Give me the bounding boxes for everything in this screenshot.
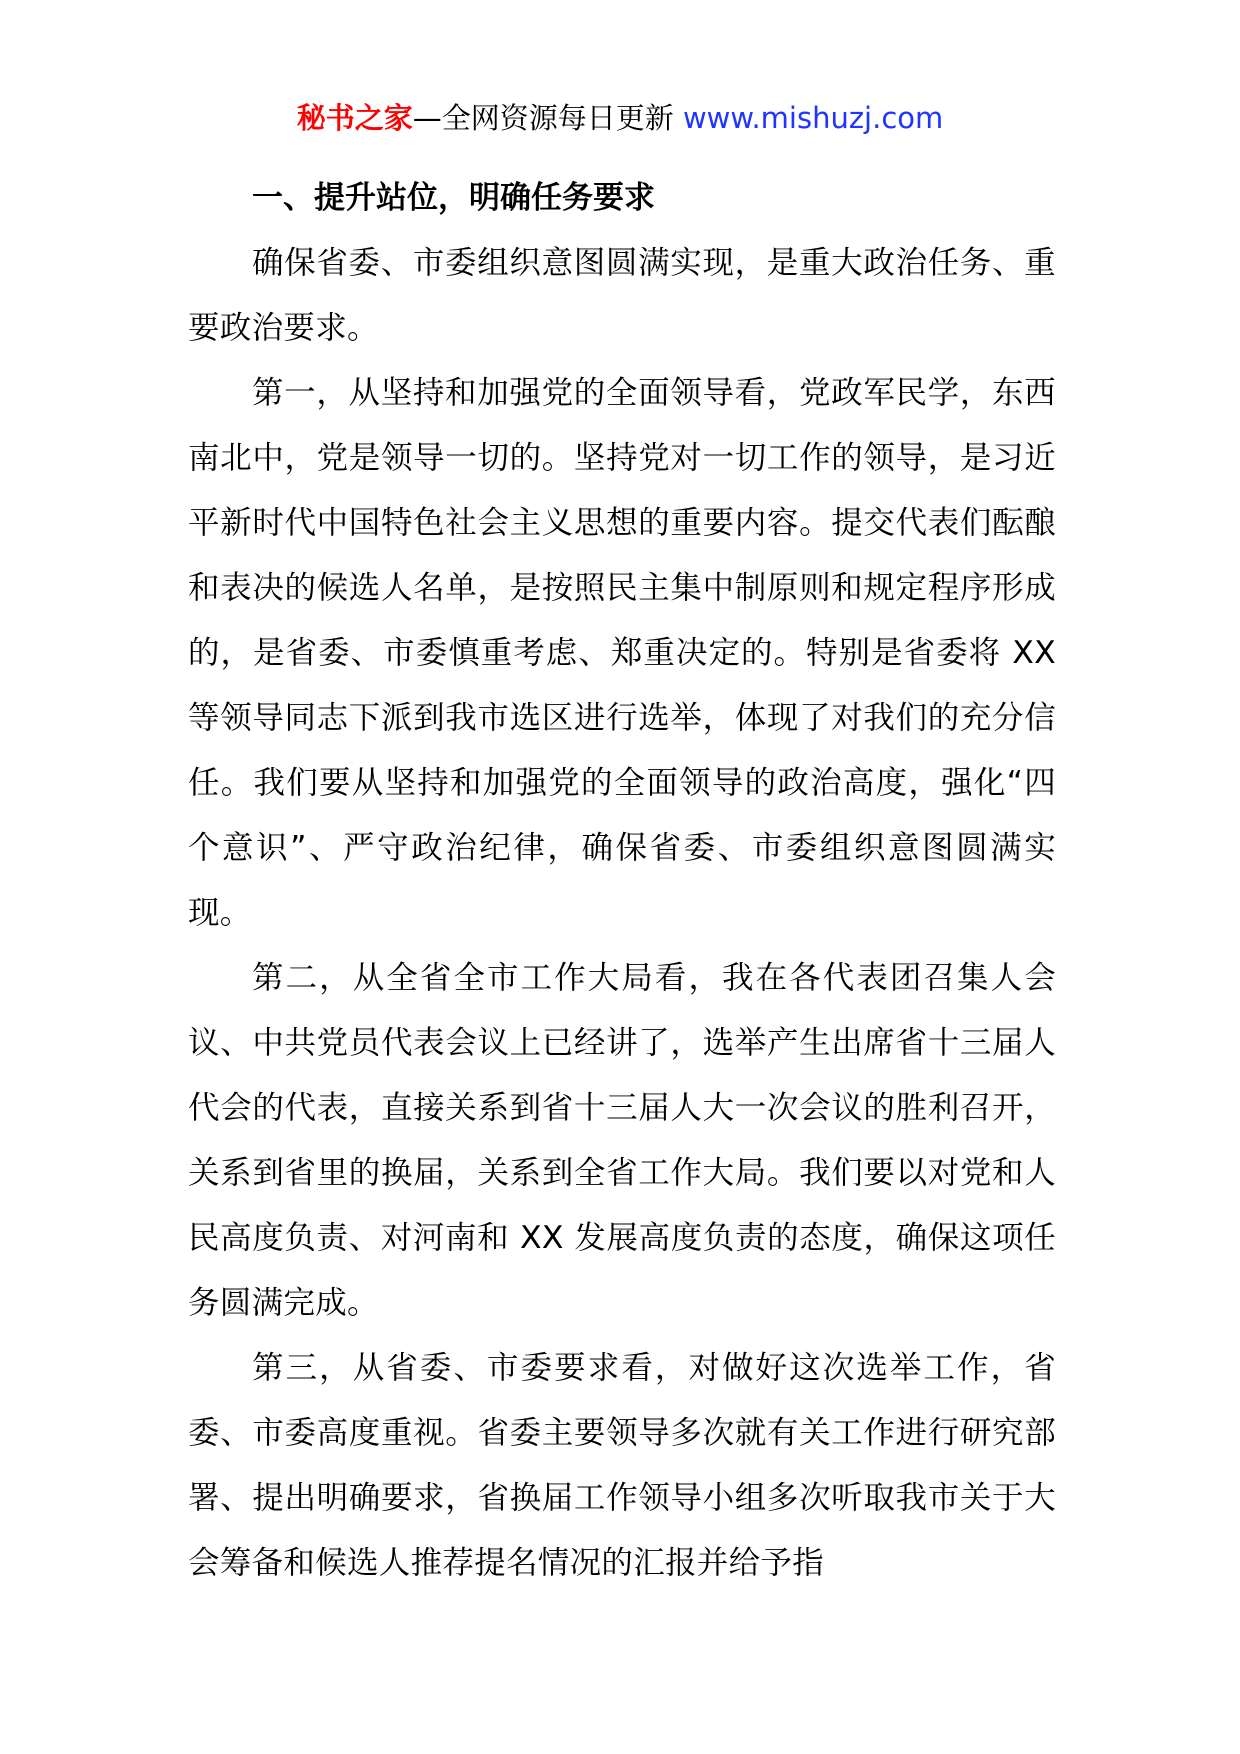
paragraph-first-point: 第一，从坚持和加强党的全面领导看，党政军民学，东西南北中，党是领导一切的。坚持党对一切工作的领导，是习近平新时代中国特色社会主义思想的重要内容。提交代表们酝酿和表决的候选人名单，是按照民主集中制原则和规定程序形成的，是省委、市委慎重考虑、郑重决定的。特别是省委将 XX 等领导同志下派到我市选区进行选举，体现了对我们的充分信任。我们要从坚持和加强党的全面领导的政治高度，强化“四个意识”、严守政治纪律，确保省委、市委组织意图圆满实现。 [188,375,1056,931]
section-heading: 一、提升站位，明确任务要求 [252,180,655,216]
paragraph-second-point: 第二，从全省全市工作大局看，我在各代表团召集人会议、中共党员代表会议上已经讲了，选举产生出席省十三届人代会的代表，直接关系到省十三届人大一次会议的胜利召开，关系到省里的换届，关系到全省工作大局。我们要以对党和人民高度负责、对河南和 XX 发展高度负责的态度，确保这项任务圆满完成。 [188,960,1056,1321]
paragraph-intro: 确保省委、市委组织意图圆满实现，是重大政治任务、重要政治要求。 [188,245,1056,346]
brand-name: 秘书之家 [296,101,413,135]
header-tagline: —全网资源每日更新 [412,101,683,135]
document-body [188,166,1056,1596]
site-header [0,98,1240,138]
paragraph-third-point: 第三，从省委、市委要求看，对做好这次选举工作，省委、市委高度重视。省委主要领导多次就有关工作进行研究部署、提出明确要求，省换届工作领导小组多次听取我市关于大会筹备和候选人推荐提名情况的汇报并给予指 [188,1350,1056,1581]
site-url-link[interactable]: www.mishuzj.com [682,101,944,135]
